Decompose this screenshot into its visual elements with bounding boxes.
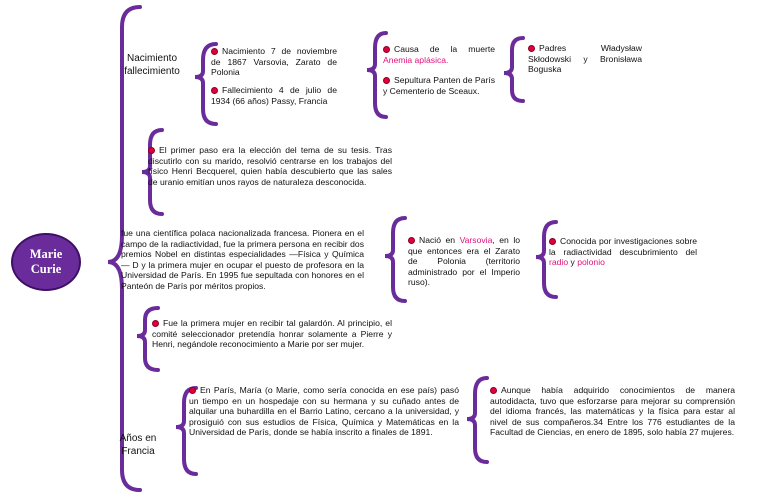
branch-label-nacimiento-line2: fallecimiento: [124, 65, 180, 77]
bullet-icon: [383, 77, 390, 84]
node-primer-paso: [148, 145, 392, 187]
node-conocida-polonio: polonio: [577, 257, 605, 268]
node-sepultura: [383, 75, 495, 96]
bullet-icon: [211, 48, 218, 55]
node-nacio-highlight: Varsovia: [459, 235, 493, 245]
branch-label-nacimiento: [118, 53, 186, 78]
node-autodidacta-text: Aunque había adquirido conocimientos de manera autodidacta, tuvo que esforzarse para mejorar su comprensión del idioma francés, las matemáticas y la física para estar al nivel de sus compañeros.34 Entre los 776 estudiantes de la Facultad de Ciencias, en enero de 1895, solo había 27 mujeres.: [490, 385, 735, 438]
node-nacio: [408, 235, 520, 288]
node-padres-text: Padres Władysław Skłodowski y Bronisława Boguska: [528, 43, 642, 75]
node-galardon: [152, 318, 392, 350]
node-conocida-radio: radio: [549, 257, 569, 268]
node-galardon-text: Fue la primera mujer en recibir tal galardón. Al principio, el comité seleccionador pretendía honrar solamente a Pierre y Henri, negándole reconocimiento a Marie por ser mujer.: [152, 318, 392, 350]
node-paris-text: En París, María (o Marie, como sería conocida en ese país) pasó un tiempo en un hospedaje con su hermana y su cuñado antes de alquilar una buhardilla en el Barrio Latino, cercano a la universidad, y prosiguió con sus estudios de Física, Química y Matemáticas en la Universidad de París, donde se había inscrito a finales de 1891.: [189, 385, 459, 438]
node-conocida-text: Conocida por investigaciones sobre la radiactividad descubrimiento del: [549, 236, 697, 257]
node-primer-paso-text: El primer paso era la elección del tema de su tesis. Tras discutirlo con su marido, resolvió centrarse en los trabajos del físico Henri Becquerel, quien había descubierto que las sales de uranio emitían unos rayos de naturaleza desconocida.: [148, 145, 392, 187]
node-causa-text: Causa de la muerte: [394, 44, 495, 54]
node-nacimiento: [211, 46, 337, 78]
bullet-icon: [528, 45, 535, 52]
node-causa-highlight: Anemia aplásica.: [383, 54, 449, 65]
node-fallecimiento-text: Fallecimiento 4 de julio de 1934 (66 años) Passy, Francia: [211, 85, 337, 106]
node-resumen: [121, 228, 364, 292]
node-nacio-before: Nació en: [419, 235, 456, 245]
bullet-icon: [408, 237, 415, 244]
node-paris: [189, 385, 459, 438]
bullet-icon: [152, 320, 159, 327]
node-conocida: [549, 236, 697, 268]
bullet-icon: [549, 238, 556, 245]
bullet-icon: [490, 387, 497, 394]
bullet-icon: [211, 87, 218, 94]
bullet-icon: [189, 387, 196, 394]
node-resumen-text: fue una científica polaca nacionalizada francesa. Pionera en el campo de la radiactividad, fue la primera persona en recibir dos premios Nobel en distintas especialidades —Física y Química— D y la primera mujer en ocupar el puesto de profesora en la Universidad de París. En 1995 fue sepultada con honores en el Panteón de París por méritos propios.: [121, 228, 364, 291]
branch-label-francia-line2: Francia: [121, 445, 155, 457]
branch-label-nacimiento-line1: Nacimiento: [126, 53, 178, 64]
central-title-line1: Marie: [29, 247, 63, 261]
central-title-line2: Curie: [30, 262, 62, 276]
node-padres: [528, 43, 642, 75]
node-conocida-and: y: [570, 257, 575, 268]
node-sepultura-text: Sepultura Panten de París y Cementerio de Sceaux.: [383, 75, 495, 96]
node-causa-muerte: [383, 44, 495, 65]
node-fallecimiento: [211, 85, 337, 106]
node-nacio-after: , en lo que entonces era el Zarato de Polonia (territorio administrado por el Imperio ruso).: [408, 235, 521, 288]
branch-label-francia-line1: Años en: [119, 433, 157, 444]
bullet-icon: [383, 46, 390, 53]
node-autodidacta: [490, 385, 735, 438]
central-topic-marie-curie: [11, 233, 81, 291]
bullet-icon: [148, 147, 155, 154]
branch-label-francia: [112, 433, 164, 458]
node-nacimiento-text: Nacimiento 7 de noviembre de 1867 Varsovia, Zarato de Polonia: [211, 46, 337, 78]
